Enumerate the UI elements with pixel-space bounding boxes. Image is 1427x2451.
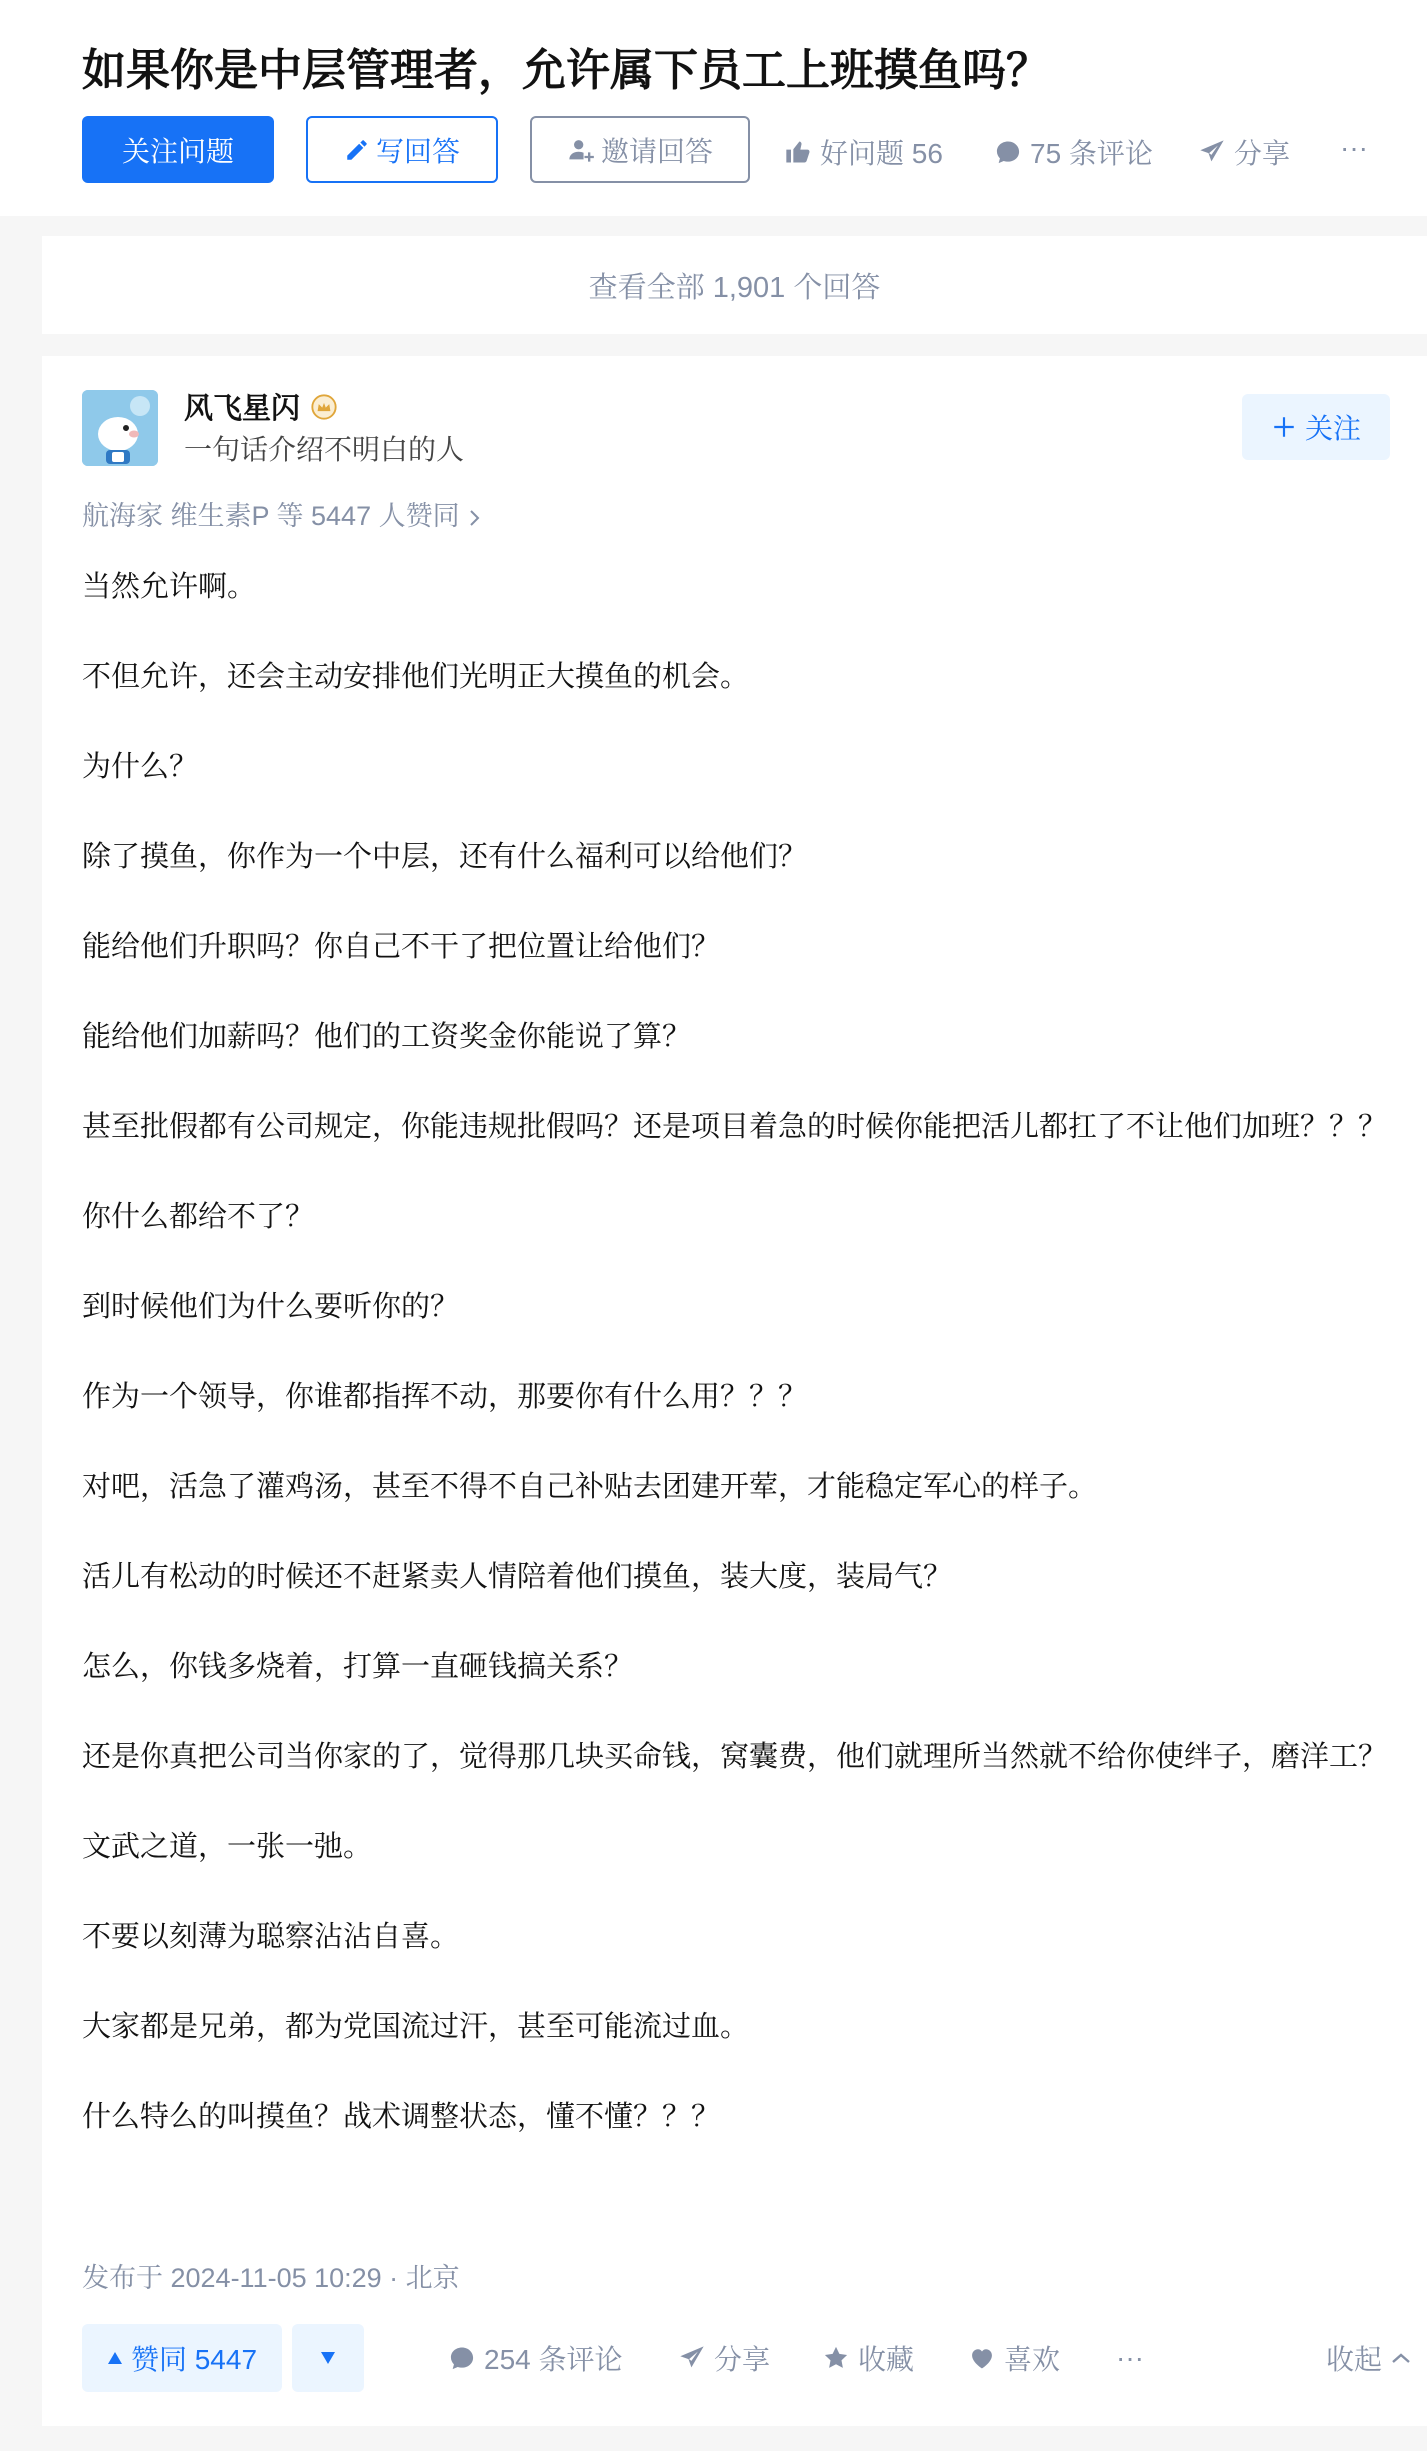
answer-paragraph: 大家都是兄弟，都为党国流过汗，甚至可能流过血。 bbox=[82, 2011, 750, 2043]
plus-icon bbox=[1271, 414, 1297, 440]
thumbs-up-icon bbox=[784, 138, 812, 166]
invite-answer-button[interactable] bbox=[530, 116, 750, 183]
answer-more-button[interactable]: ··· bbox=[1116, 2342, 1144, 2373]
comment-icon bbox=[994, 138, 1022, 166]
triangle-up-icon bbox=[107, 2351, 123, 2365]
triangle-down-icon bbox=[320, 2351, 336, 2365]
answer-paragraph: 甚至批假都有公司规定，你能违规批假吗？还是项目着急的时候你能把活儿都扛了不让他们加班？？？ bbox=[82, 1111, 1388, 1143]
answer-paragraph: 除了摸鱼，你作为一个中层，还有什么福利可以给他们？ bbox=[82, 841, 808, 873]
question-title[interactable]: 如果你是中层管理者，允许属下员工上班摸鱼吗？ bbox=[82, 46, 1050, 95]
publish-time[interactable]: 发布于 2024-11-05 10:29 · 北京 bbox=[82, 2263, 460, 2293]
view-all-answers-link[interactable]: 查看全部 1,901 个回答 bbox=[42, 236, 1427, 334]
question-share-button[interactable] bbox=[1198, 132, 1290, 172]
answer-paragraph: 文武之道，一张一弛。 bbox=[82, 1831, 373, 1863]
answer-comments-button[interactable] bbox=[448, 2324, 623, 2392]
pencil-icon bbox=[344, 137, 370, 163]
follow-author-button[interactable] bbox=[1242, 394, 1390, 460]
good-question-button[interactable] bbox=[784, 132, 943, 172]
answer-paragraph: 还是你真把公司当你家的了，觉得那几块买命钱，窝囊费，他们就理所当然就不给你使绊子，磨洋工？ bbox=[82, 1741, 1388, 1773]
answer-content bbox=[82, 564, 1402, 2184]
follow-author-label: 关注 bbox=[1304, 413, 1361, 444]
answer-paragraph: 当然允许啊。 bbox=[82, 571, 257, 603]
answer-paragraph: 为什么？ bbox=[82, 751, 199, 783]
question-more-button[interactable]: ··· bbox=[1340, 132, 1368, 163]
answer-card bbox=[42, 356, 1427, 2426]
author-bio: 一句话介绍不明白的人 bbox=[184, 434, 465, 465]
answer-paragraph: 能给他们升职吗？你自己不干了把位置让给他们？ bbox=[82, 931, 721, 963]
collect-button[interactable] bbox=[822, 2324, 914, 2392]
crown-badge-icon bbox=[310, 393, 338, 421]
downvote-button[interactable] bbox=[292, 2324, 364, 2392]
question-comments-button[interactable] bbox=[994, 132, 1153, 172]
answer-paragraph: 不要以刻薄为聪察沾沾自喜。 bbox=[82, 1921, 460, 1953]
heart-icon bbox=[968, 2344, 996, 2372]
answer-paragraph: 什么特么的叫摸鱼？战术调整状态，懂不懂？？？ bbox=[82, 2101, 721, 2133]
question-comments-label: 75 条评论 bbox=[1030, 138, 1153, 169]
answer-paragraph: 到时候他们为什么要听你的？ bbox=[82, 1291, 460, 1323]
answer-paragraph: 你什么都给不了？ bbox=[82, 1201, 315, 1233]
avatar[interactable] bbox=[82, 390, 158, 466]
author-name-row bbox=[184, 386, 338, 427]
answer-comments-label: 254 条评论 bbox=[484, 2344, 623, 2375]
voters-text: 航海家 维生素P 等 5447 人赞同 bbox=[82, 501, 460, 531]
invite-answer-label: 邀请回答 bbox=[600, 135, 713, 167]
question-header bbox=[0, 0, 1427, 216]
answer-paragraph: 作为一个领导，你谁都指挥不动，那要你有什么用？？？ bbox=[82, 1381, 808, 1413]
upvote-label: 赞同 5447 bbox=[130, 2344, 258, 2375]
answer-paragraph: 能给他们加薪吗？他们的工资奖金你能说了算？ bbox=[82, 1021, 692, 1053]
comment-icon bbox=[448, 2344, 476, 2372]
answer-share-label: 分享 bbox=[714, 2344, 771, 2375]
collapse-label: 收起 bbox=[1326, 2344, 1383, 2375]
good-question-label: 好问题 56 bbox=[820, 138, 943, 169]
question-share-label: 分享 bbox=[1234, 138, 1291, 169]
add-user-icon bbox=[567, 136, 595, 164]
answer-paragraph: 不但允许，还会主动安排他们光明正大摸鱼的机会。 bbox=[82, 661, 750, 693]
chevron-up-icon bbox=[1390, 2351, 1412, 2365]
like-label: 喜欢 bbox=[1004, 2344, 1061, 2375]
answer-share-button[interactable] bbox=[678, 2324, 770, 2392]
collapse-button[interactable] bbox=[1326, 2324, 1412, 2392]
collect-label: 收藏 bbox=[858, 2344, 915, 2375]
paper-plane-icon bbox=[1198, 138, 1226, 166]
write-answer-label: 写回答 bbox=[375, 135, 460, 167]
upvote-button[interactable] bbox=[82, 2324, 282, 2392]
like-button[interactable] bbox=[968, 2324, 1060, 2392]
paper-plane-icon bbox=[678, 2344, 706, 2372]
answer-paragraph: 活儿有松动的时候还不赶紧卖人情陪着他们摸鱼，装大度，装局气？ bbox=[82, 1561, 953, 1593]
write-answer-button[interactable] bbox=[306, 116, 498, 183]
star-icon bbox=[822, 2344, 850, 2372]
voters-summary[interactable] bbox=[82, 494, 481, 533]
follow-question-button[interactable]: 关注问题 bbox=[82, 116, 274, 183]
answer-paragraph: 对吧，活急了灌鸡汤，甚至不得不自己补贴去团建开荤，才能稳定军心的样子。 bbox=[82, 1471, 1098, 1503]
chevron-right-icon bbox=[467, 507, 481, 529]
author-name[interactable]: 风飞星闪 bbox=[184, 393, 301, 425]
answer-action-bar bbox=[82, 2324, 1402, 2392]
answer-paragraph: 怎么，你钱多烧着，打算一直砸钱搞关系？ bbox=[82, 1651, 634, 1683]
